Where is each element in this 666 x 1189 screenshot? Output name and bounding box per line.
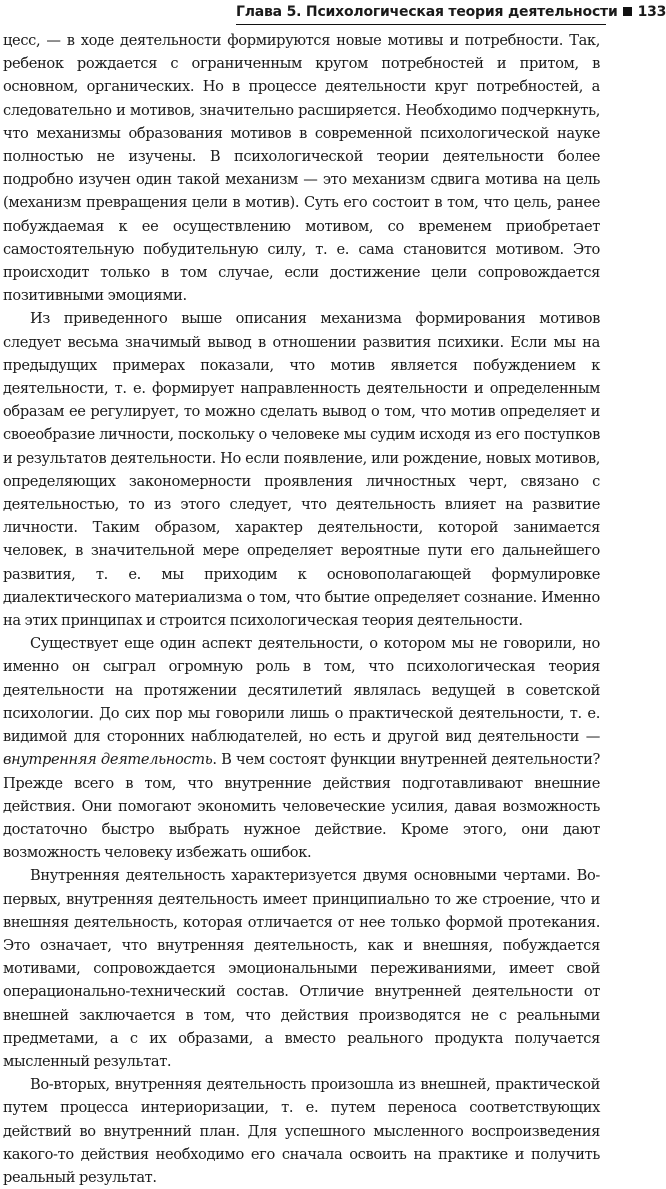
chapter-title: Глава 5. Психологическая теория деятельности — [236, 4, 618, 20]
paragraph-3-text-after: . В чем состоят функции внутренней деятельности? Прежде всего в том, что внутренние действия подготавливают внешние действия. Они помогают экономить человеческие усилия, давая возможность достаточно быстро выбрать нужное действие. Кроме этого, они дают возможность человеку избежать ошибок. — [3, 751, 600, 862]
page-number: 133 — [637, 4, 666, 20]
paragraph-4: Внутренняя деятельность характеризуется двумя основными чертами. Во-первых, внутренняя деятельность имеет принципиально то же строение, что и внешняя деятельность, которая отличается от нее только формой протекания. Это означает, что внутренняя деятельность, как и внешняя, побуждается мотивами, сопровождается эмоциональными переживаниями, имеет свой операционально-технический состав. Отличие внутренней деятельности от внешней заключается в том, что действия производятся не с реальными предметами, а с их образами, а вместо реального продукта получается мысленный результат. — [3, 867, 600, 1070]
paragraph-5: Во-вторых, внутренняя деятельность произошла из внешней, практической путем процесса интериоризации, т. е. путем переноса соответствующих действий во внутренний план. Для успешного мысленного воспроизведения какого-то действия необходимо его сначала освоить на практике и получить реальный результат. — [3, 1076, 600, 1186]
emphasis-internal-activity: внутренняя деятельность — [3, 751, 213, 769]
paragraph-2: Из приведенного выше описания механизма формирования мотивов следует весьма значимый вывод в отношении развития психики. Если мы на предыдущих примерах показали, что мотив является побуждением к деятельности, т. е. формирует направленность деятельности и определенным образам ее регулирует, то можно сделать вывод о том, что мотив определяет и своеобразие личности, поскольку о человеке мы судим исходя из его поступков и результатов деятельности. Но если появление, или рождение, новых мотивов, определяющих закономерности проявления личностных черт, связано с деятельностью, то из этого следует, что деятельность влияет на развитие личности. Таким образом, характер деятельности, которой занимается человек, в значительной мере определяет вероятные пути его дальнейшего развития, т. е. мы приходим к основополагающей формулировке диалектического материализма о том, что бытие определяет сознание. Именно на этих принципах и строится психологическая теория деятельности. — [3, 310, 600, 630]
paragraph-1: цесс, — в ходе деятельности формируются новые мотивы и потребности. Так, ребенок рождается с ограниченным кругом потребностей и притом, в основном, органических. Но в процессе деятельности круг потребностей, а следовательно и мотивов, значительно расширяется. Необходимо подчеркнуть, что механизмы образования мотивов в современной психологической науке полностью не изучены. В психологической теории деятельности более подробно изучен один такой механизм — это механизм сдвига мотива на цель (механизм превращения цели в мотив). Суть его состоит в том, что цель, ранее побуждаемая к ее осуществлению мотивом, со временем приобретает самостоятельную побудительную силу, т. е. сама становится мотивом. Это происходит только в том случае, если достижение цели сопровождается позитивными эмоциями. — [3, 32, 600, 305]
paragraph-3-text-before: Существует еще один аспект деятельности, о котором мы не говорили, но именно он сыграл огромную роль в том, что психологическая теория деятельности на протяжении десятилетий являлась ведущей в советской психологии. До сих пор мы говорили лишь о практической деятельности, т. е. видимой для сторонних наблюдателей, но есть и другой вид деятельности — — [3, 635, 600, 746]
running-head — [236, 0, 666, 25]
square-bullet-icon — [623, 7, 632, 16]
paragraph-3 — [3, 632, 600, 864]
body-text — [3, 29, 600, 1189]
